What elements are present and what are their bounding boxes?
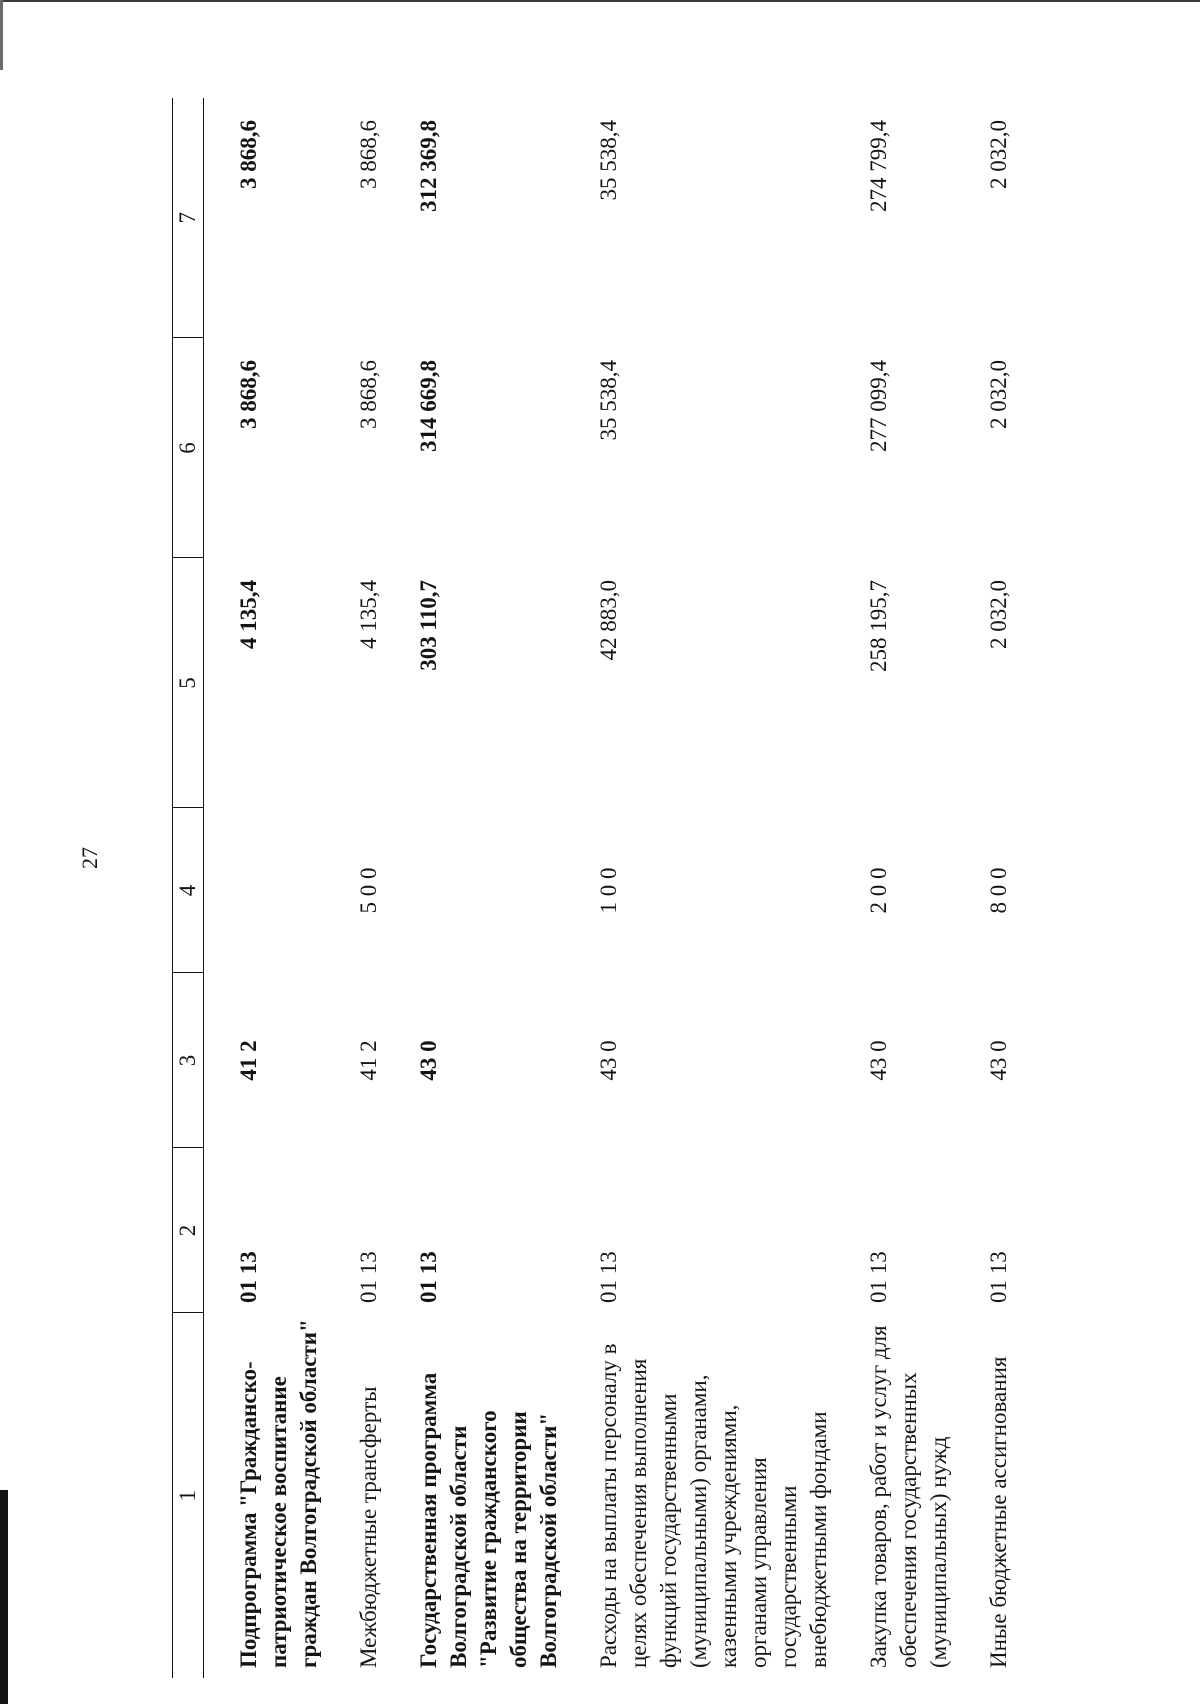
row-name: Межбюджетные трансферты bbox=[356, 1386, 381, 1668]
header-col-2: 2 bbox=[173, 1148, 204, 1313]
header-row bbox=[173, 98, 204, 1678]
row-value-7: 3 868,6 bbox=[356, 120, 381, 189]
row-name: Иные бюджетные ассигнования bbox=[986, 1356, 1011, 1668]
header-col-4: 4 bbox=[173, 808, 204, 973]
row-section-code: 01 13 bbox=[416, 1251, 441, 1303]
row-value-5: 303 110,7 bbox=[416, 580, 441, 671]
row-value-6: 2 032,0 bbox=[986, 360, 1011, 429]
row-value-6: 35 538,4 bbox=[596, 360, 621, 441]
row-expense-type: 5 0 0 bbox=[356, 867, 381, 914]
page-number: 27 bbox=[77, 847, 102, 869]
header-col-7: 7 bbox=[173, 98, 204, 338]
row-expense-type: 1 0 0 bbox=[596, 867, 621, 914]
row-section-code: 01 13 bbox=[596, 1251, 621, 1303]
row-expense-type bbox=[384, 808, 564, 973]
table-row bbox=[834, 98, 954, 1678]
header-col-3: 3 bbox=[173, 973, 204, 1148]
row-name: Государственная программа Волгоградской области "Развитие гражданского общества на территории Волгоградской области" bbox=[416, 1372, 561, 1668]
row-value-5: 258 195,7 bbox=[866, 580, 891, 672]
row-value-6: 314 669,8 bbox=[416, 360, 441, 452]
row-target-code: 43 0 bbox=[986, 1040, 1011, 1081]
row-name: Закупка товаров, работ и услуг для обеспечения государственных (муниципальных) нужд bbox=[866, 1325, 951, 1668]
row-value-5: 42 883,0 bbox=[596, 580, 621, 661]
scan-edge-left-top bbox=[0, 0, 3, 70]
row-value-6: 277 099,4 bbox=[866, 360, 891, 452]
row-section-code: 01 13 bbox=[986, 1251, 1011, 1303]
header-col-1: 1 bbox=[173, 1313, 204, 1678]
row-expense-type: 2 0 0 bbox=[866, 867, 891, 914]
row-expense-type: 8 0 0 bbox=[986, 867, 1011, 914]
row-expense-type bbox=[204, 808, 325, 973]
row-value-6: 3 868,6 bbox=[236, 360, 261, 429]
row-name: Подпрограмма "Гражданско-патриотическое воспитание граждан Волгоградской области" bbox=[236, 1319, 321, 1668]
row-target-code: 43 0 bbox=[416, 1040, 441, 1081]
scan-edge-left-bottom bbox=[0, 1490, 8, 1704]
table-row bbox=[204, 98, 325, 1678]
rotated-table-container bbox=[172, 98, 1182, 1678]
row-value-7: 2 032,0 bbox=[986, 120, 1011, 189]
table-row bbox=[954, 98, 1014, 1678]
row-value-7: 35 538,4 bbox=[596, 120, 621, 201]
budget-table bbox=[172, 98, 1014, 1678]
row-value-7: 3 868,6 bbox=[236, 120, 261, 189]
table-row bbox=[384, 98, 564, 1678]
row-value-7: 312 369,8 bbox=[416, 120, 441, 212]
row-value-5: 2 032,0 bbox=[986, 580, 1011, 649]
header-col-5: 5 bbox=[173, 558, 204, 808]
header-col-6: 6 bbox=[173, 338, 204, 558]
row-value-6: 3 868,6 bbox=[356, 360, 381, 429]
row-target-code: 43 0 bbox=[596, 1040, 621, 1081]
table-row bbox=[324, 98, 384, 1678]
row-section-code: 01 13 bbox=[356, 1251, 381, 1303]
row-section-code: 01 13 bbox=[236, 1251, 261, 1303]
row-target-code: 41 2 bbox=[356, 1040, 381, 1081]
table-row bbox=[564, 98, 834, 1678]
row-target-code: 41 2 bbox=[236, 1040, 261, 1081]
row-name: Расходы на выплаты персоналу в целях обеспечения выполнения функций государственными (муниципальными) органами, казенными учреждениями, органами управления государственными внебюджетными фондами bbox=[596, 1343, 831, 1668]
row-value-7: 274 799,4 bbox=[866, 120, 891, 212]
scan-edge-top bbox=[0, 0, 1200, 2]
row-value-5: 4 135,4 bbox=[236, 580, 261, 649]
row-section-code: 01 13 bbox=[866, 1251, 891, 1303]
row-value-5: 4 135,4 bbox=[356, 580, 381, 649]
row-target-code: 43 0 bbox=[866, 1040, 891, 1081]
